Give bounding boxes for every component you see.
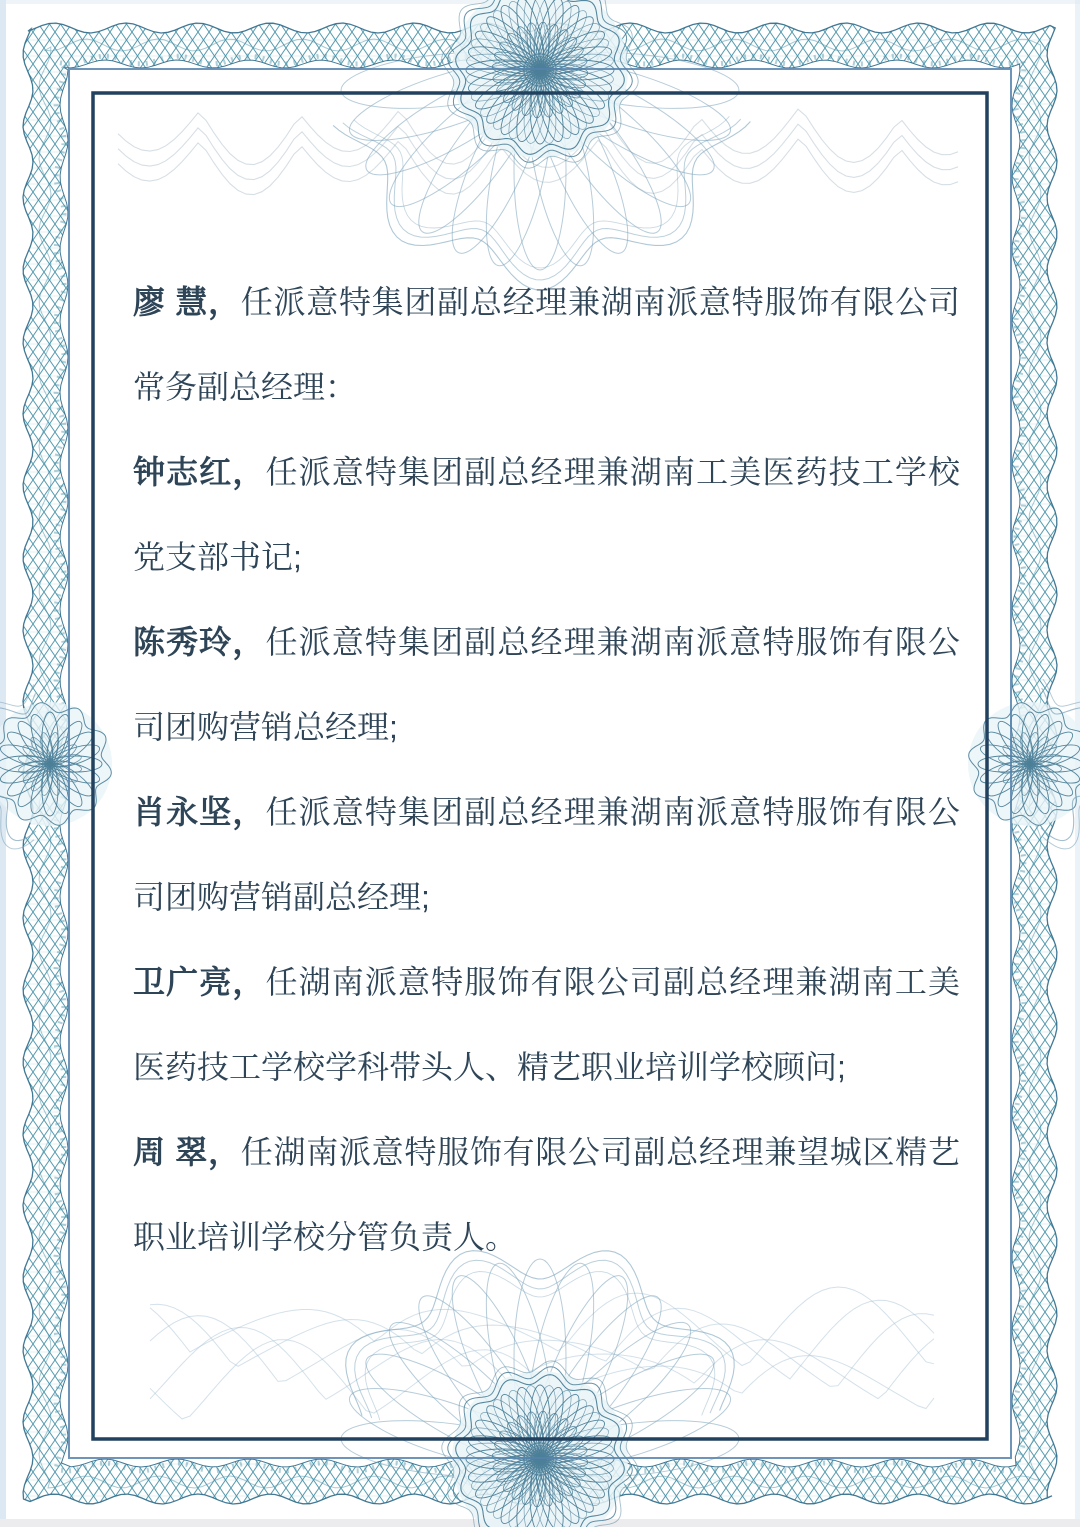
name-separator: ， [232, 964, 266, 1000]
name-separator: ， [232, 794, 266, 830]
appointment-text: 任湖南派意特服饰有限公司副总经理兼望城区精艺职业培训学校分管负责人。 [133, 1134, 960, 1255]
name-separator: ， [232, 454, 266, 490]
name-separator: ， [208, 1134, 241, 1170]
appointment-entry [133, 1110, 960, 1280]
person-name: 钟志红 [133, 454, 233, 490]
person-name: 陈秀玲 [133, 624, 233, 660]
appointment-text-block [133, 260, 960, 1280]
appointment-text: 任派意特集团副总经理兼湖南派意特服饰有限公司常务副总经理： [133, 284, 960, 405]
person-name: 廖 慧 [133, 284, 209, 320]
appointment-entry [133, 260, 960, 430]
appointment-entry [133, 770, 960, 940]
appointment-entry [133, 430, 960, 600]
appointment-text: 任派意特集团副总经理兼湖南工美医药技工学校党支部书记; [133, 454, 960, 575]
rosette-ornament-left [0, 685, 112, 849]
appointment-text: 任派意特集团副总经理兼湖南派意特服饰有限公司团购营销总经理; [133, 624, 960, 745]
person-name: 肖永坚 [133, 794, 233, 830]
appointment-entry [133, 600, 960, 770]
person-name: 卫广亮 [133, 964, 233, 1000]
appointment-entry [133, 940, 960, 1110]
person-name: 周 翠 [133, 1134, 209, 1170]
name-separator: ， [232, 624, 266, 660]
appointment-text: 任派意特集团副总经理兼湖南派意特服饰有限公司团购营销副总经理; [133, 794, 960, 915]
name-separator: ， [208, 284, 241, 320]
rosette-ornament-right [968, 679, 1080, 849]
appointment-text: 任湖南派意特服饰有限公司副总经理兼湖南工美医药技工学校学科带头人、精艺职业培训学校顾问; [133, 964, 960, 1085]
